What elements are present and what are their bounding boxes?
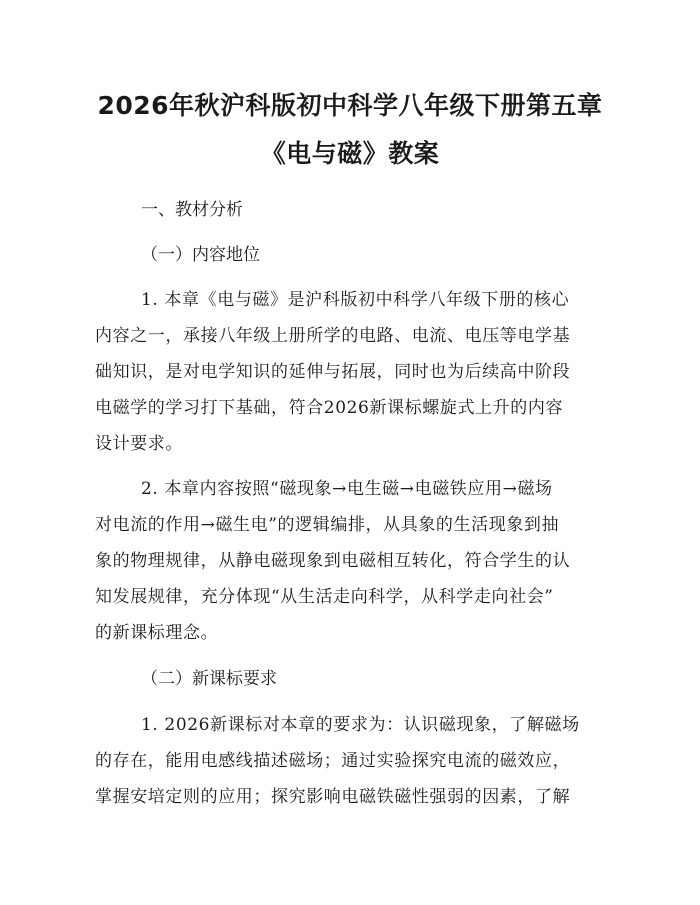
paragraph-line: 内容之一，承接八年级上册所学的电路、电流、电压等电学基	[95, 326, 571, 346]
paragraph-line: 掌握安培定则的应用；探究影响电磁铁磁性强弱的因素，了解	[95, 787, 571, 807]
paragraph-line: 电磁学的学习打下基础，符合2026新课标螺旋式上升的内容	[95, 398, 564, 418]
paragraph-line: 的存在，能用电感线描述磁场；通过实验探究电流的磁效应，	[95, 751, 571, 771]
paragraph-2	[95, 471, 605, 651]
paragraph-line: 的新课标理念。	[95, 623, 219, 643]
document-title-line-1: 2026年秋沪科版初中科学八年级下册第五章	[97, 91, 603, 120]
subsection-heading-curriculum-requirements: （二）新课标要求	[141, 669, 277, 689]
paragraph-1	[95, 282, 605, 462]
section-heading-textbook-analysis: 一、教材分析	[141, 200, 243, 220]
paragraph-line: 设计要求。	[95, 434, 183, 454]
paragraph-line: 知发展规律，充分体现“从生活走向科学，从科学走向社会”	[95, 587, 554, 607]
paragraph-line: 象的物理规律，从静电磁现象到电磁相互转化，符合学生的认	[95, 551, 571, 571]
paragraph-line: 础知识，是对电学知识的延伸与拓展，同时也为后续高中阶段	[95, 362, 571, 382]
paragraph-3	[95, 707, 605, 815]
subsection-heading-content-position: （一）内容地位	[141, 245, 260, 265]
paragraph-line: 2. 本章内容按照“磁现象→电生磁→电磁铁应用→磁场	[141, 479, 553, 499]
paragraph-line: 1. 2026新课标对本章的要求为：认识磁现象，了解磁场	[141, 715, 580, 735]
paragraph-line: 对电流的作用→磁生电”的逻辑编排，从具象的生活现象到抽	[95, 515, 560, 535]
paragraph-line: 1. 本章《电与磁》是沪科版初中科学八年级下册的核心	[141, 290, 570, 310]
document-title-line-2: 《电与磁》教案	[260, 139, 440, 168]
